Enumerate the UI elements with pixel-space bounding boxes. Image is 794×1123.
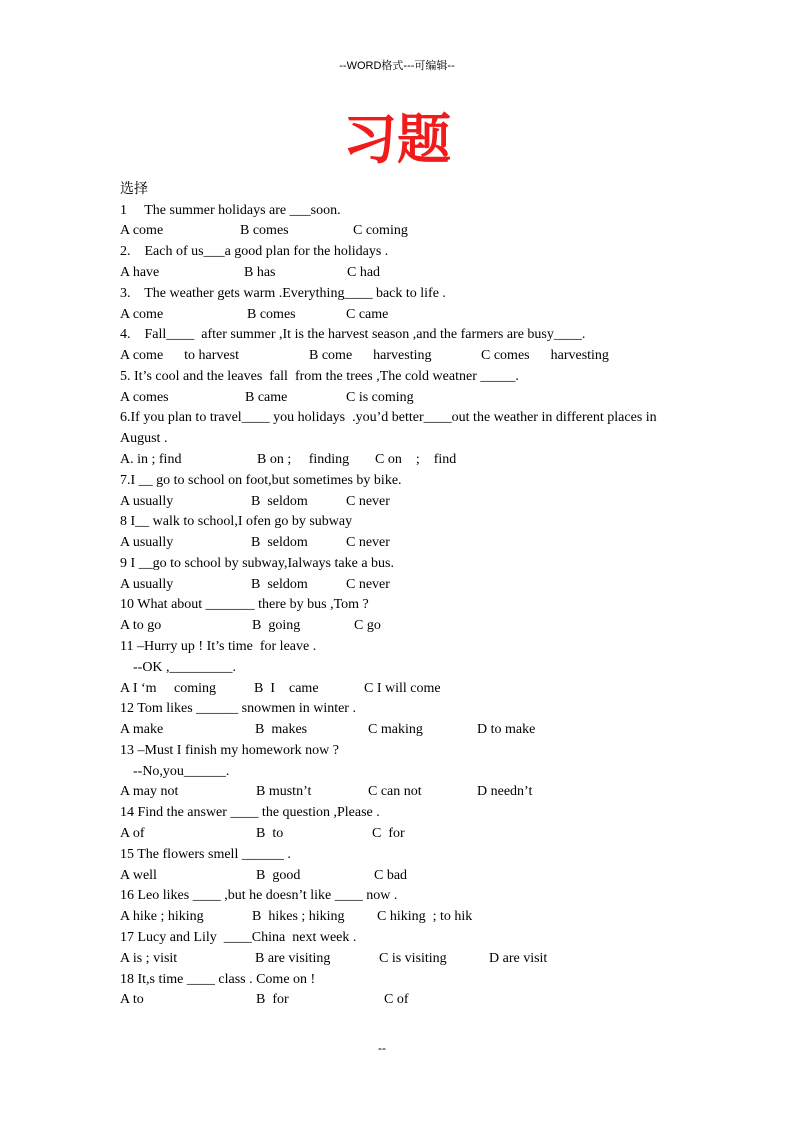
option-d: D are visit [489,950,548,966]
question-stem: 12 Tom likes ______ snowmen in winter . [120,701,356,717]
question-3 [0,284,794,326]
option-b: B comes [240,223,289,239]
option-b: B hikes ; hiking [252,909,345,925]
option-b: B come harvesting [309,348,432,364]
question-6 [0,408,794,470]
question-stem: 9 I __go to school by subway,Ialways take a bus. [120,555,394,571]
question-stem: 17 Lucy and Lily ____China next week . [120,929,357,945]
question-stem-row [0,595,794,616]
options-row [0,263,794,284]
option-c: C bad [374,867,408,883]
question-stem-row [0,886,794,907]
question-12 [0,699,794,741]
option-a: A to [120,992,144,1008]
options-row [0,720,794,741]
option-b: B are visiting [255,950,331,966]
options-row [0,679,794,700]
question-5 [0,367,794,409]
option-c: C never [346,576,390,592]
options-row [0,492,794,513]
option-b: B has [244,264,276,280]
question-stem: 18 It,s time ____ class . Come on ! [120,971,316,987]
option-b: B going [252,618,301,634]
options-row [0,221,794,242]
options-row [0,866,794,887]
question-stem-row [0,637,794,658]
option-a: A have [120,264,160,280]
question-stem-row [0,284,794,305]
question-stem-row [0,741,794,762]
question-stem-row [0,803,794,824]
options-row [0,533,794,554]
question-1 [0,201,794,243]
question-stem: 15 The flowers smell ______ . [120,846,291,862]
option-a: A come [120,223,164,239]
option-c: C coming [353,223,408,239]
question-stem-reply: --No,you______. [133,763,230,779]
question-stem-row [0,762,794,783]
option-c: C can not [368,784,422,800]
question-stem-reply: --OK ,_________. [133,659,237,675]
option-a: A I ‘m coming [120,680,217,696]
option-a: A is ; visit [120,950,178,966]
options-row [0,824,794,845]
option-b: B makes [255,722,308,738]
question-stem-continued: August . [120,431,168,447]
question-stem: 7.I __ go to school on foot,but sometimes by bike. [120,472,402,488]
question-stem: 1 The summer holidays are ___soon. [120,202,341,218]
options-row [0,949,794,970]
question-stem: 10 What about _______ there by bus ,Tom ? [120,597,369,613]
question-11 [0,637,794,699]
option-c: C never [346,493,390,509]
question-stem-row [0,658,794,679]
option-a: A usually [120,576,174,592]
question-stem: 8 I__ walk to school,I ofen go by subway [120,514,353,530]
question-stem: 11 –Hurry up ! It’s time for leave . [120,639,317,654]
question-stem: 3. The weather gets warm .Everything____ back to life . [120,285,446,301]
question-stem-row [0,242,794,263]
option-b: B good [256,867,301,883]
question-stem-row [0,512,794,533]
options-row [0,990,794,1011]
option-b: B seldom [251,493,308,509]
option-d: D to make [477,722,536,738]
options-row [0,616,794,637]
option-a: A usually [120,493,174,509]
question-stem-row [0,471,794,492]
question-8 [0,512,794,554]
question-stem-row [0,554,794,575]
question-14 [0,803,794,845]
question-stem: 5. It’s cool and the leaves fall from the trees ,The cold weatner _____. [120,368,519,384]
question-stem-row [0,201,794,222]
option-b: B comes [247,306,296,322]
question-stem: 2. Each of us___a good plan for the holidays . [120,244,389,260]
question-stem-row [0,970,794,991]
options-row [0,575,794,596]
question-stem-row [0,367,794,388]
option-b: B mustn’t [256,784,312,800]
question-stem: 4. Fall____ after summer ,It is the harvest season ,and the farmers are busy____. [120,327,586,343]
question-10 [0,595,794,637]
option-b: B I came [254,680,319,696]
option-a: A comes [120,389,169,405]
question-18 [0,970,794,1012]
option-b: B on ; finding [257,451,350,467]
section-heading: 选择 [120,180,148,197]
question-stem-row [0,699,794,720]
question-stem-row [0,429,794,450]
page-footer: -- [378,1041,386,1055]
question-stem: 16 Leo likes ____ ,but he doesn’t like ____ now . [120,888,398,904]
question-stem: 14 Find the answer ____ the question ,Please . [120,805,380,821]
question-2 [0,242,794,284]
option-b: B seldom [251,535,308,551]
question-stem-row [0,325,794,346]
option-c: C comes harvesting [481,348,609,364]
page-title: 习题 [343,108,451,171]
option-a: A usually [120,535,174,551]
options-row [0,305,794,326]
option-a: A. in ; find [120,451,182,467]
option-a: A make [120,722,164,738]
option-c: C is coming [346,389,414,405]
option-c: C hiking ; to hik [377,909,473,925]
question-4 [0,325,794,367]
options-row [0,782,794,803]
option-c: C of [384,992,409,1008]
question-stem-row [0,928,794,949]
question-15 [0,845,794,887]
option-c: C go [354,618,381,634]
question-stem: 13 –Must I finish my homework now ? [120,742,339,758]
question-stem: 6.If you plan to travel____ you holidays .you’d better____out the weather in different places in [120,410,657,426]
option-b: B for [256,992,289,1008]
option-a: A of [120,826,145,842]
document-header: --WORD格式---可编辑-- [339,60,455,72]
option-b: B to [256,826,284,842]
option-a: A to go [120,618,162,634]
option-c: C never [346,535,390,551]
option-c: C making [368,722,423,738]
option-a: A come [120,306,164,322]
question-9 [0,554,794,596]
option-a: A come to harvest [120,348,239,364]
question-stem-row [0,845,794,866]
option-c: C is visiting [379,950,447,966]
option-c: C for [372,826,405,842]
question-stem-row [0,408,794,429]
options-row [0,388,794,409]
option-a: A well [120,867,157,883]
option-c: C had [347,264,381,280]
options-row [0,346,794,367]
option-a: A hike ; hiking [120,909,204,925]
options-row [0,907,794,928]
options-row [0,450,794,471]
option-b: B came [245,389,288,405]
option-c: C I will come [364,680,441,696]
option-c: C came [346,306,389,322]
question-list [0,201,794,1011]
question-17 [0,928,794,970]
option-a: A may not [120,784,179,800]
question-13 [0,741,794,803]
option-c: C on ; find [375,451,457,467]
question-16 [0,886,794,928]
option-b: B seldom [251,576,308,592]
question-7 [0,471,794,513]
option-d: D needn’t [477,784,533,800]
